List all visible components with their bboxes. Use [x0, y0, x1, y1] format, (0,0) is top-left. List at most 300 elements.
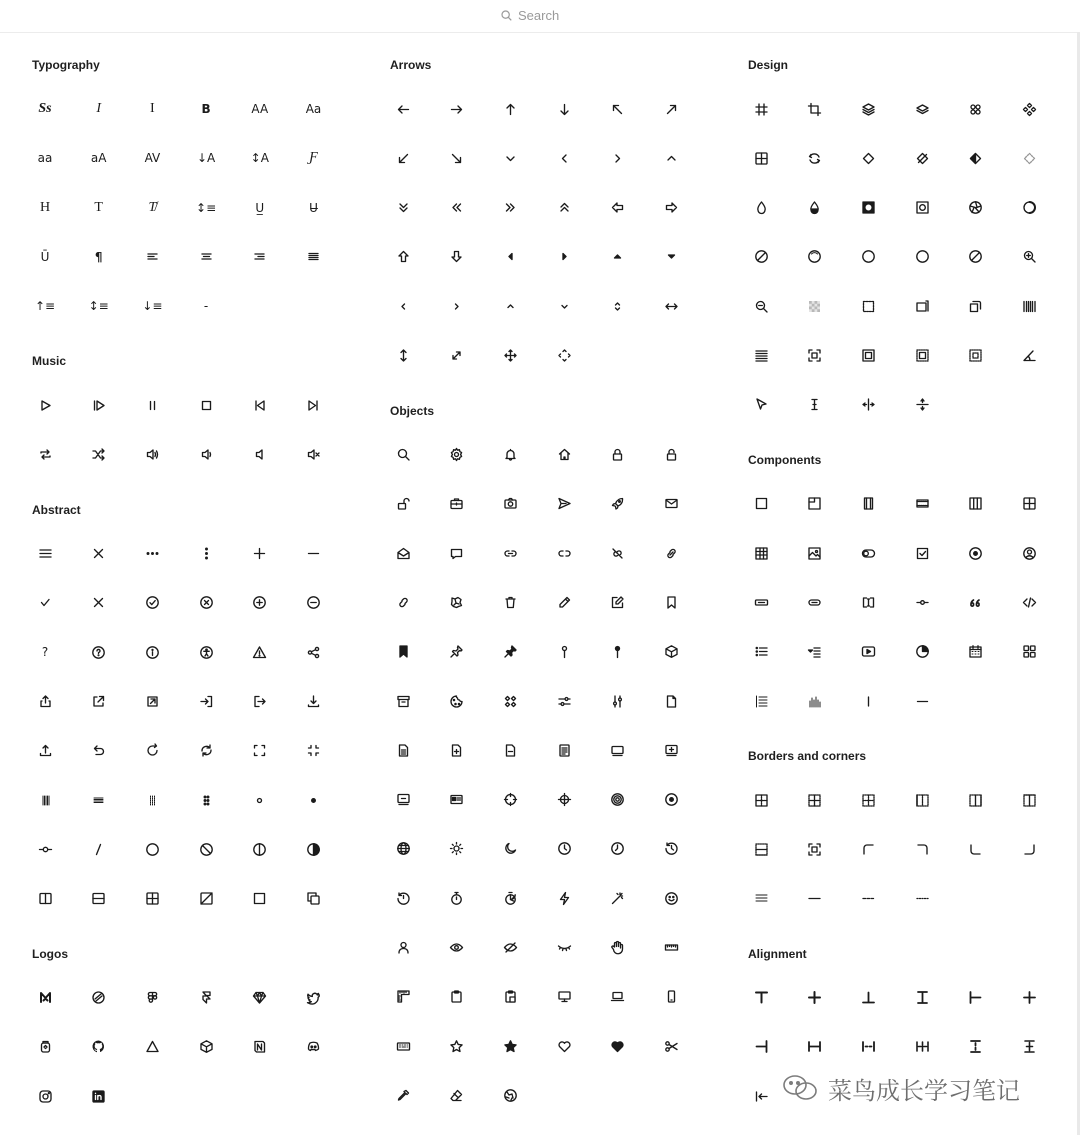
circle-icon[interactable] — [136, 833, 168, 865]
component-1-icon[interactable] — [494, 685, 526, 717]
zoom-out-icon[interactable] — [745, 290, 777, 322]
dropper-icon[interactable] — [387, 1079, 419, 1111]
group-icon[interactable] — [960, 290, 992, 322]
archive-icon[interactable] — [387, 685, 419, 717]
checkbox-icon[interactable] — [906, 537, 938, 569]
shadow-inner-icon[interactable] — [799, 241, 831, 273]
font-size-decrease-icon[interactable] — [190, 142, 222, 174]
drag-handle-dots-2-icon[interactable] — [190, 784, 222, 816]
aperture-icon[interactable] — [960, 192, 992, 224]
discord-logo-icon[interactable] — [298, 1031, 330, 1063]
dots-horizontal-icon[interactable] — [136, 538, 168, 570]
radio-button-icon[interactable] — [960, 537, 992, 569]
arrow-left-icon[interactable] — [387, 93, 419, 125]
component-instance-icon[interactable] — [852, 142, 884, 174]
column-resize-icon[interactable] — [852, 389, 884, 421]
move-icon[interactable] — [494, 340, 526, 372]
figma-logo-icon[interactable] — [136, 982, 168, 1014]
pencil-2-icon[interactable] — [602, 586, 634, 618]
reader-icon[interactable] — [548, 734, 580, 766]
height-icon[interactable] — [387, 340, 419, 372]
mobile-icon[interactable] — [656, 981, 688, 1013]
thick-arrow-right-icon[interactable] — [656, 192, 688, 224]
twitter-logo-icon[interactable] — [298, 982, 330, 1014]
reset-icon[interactable] — [83, 735, 115, 767]
cursor-text-icon[interactable] — [799, 389, 831, 421]
card-stack-minus-icon[interactable] — [387, 784, 419, 816]
quote-icon[interactable] — [960, 586, 992, 618]
enter-icon[interactable] — [190, 685, 222, 717]
caret-sort-icon[interactable] — [602, 290, 634, 322]
modulz-logo-icon[interactable] — [29, 982, 61, 1014]
border-none-icon[interactable] — [852, 784, 884, 816]
question-mark-icon[interactable] — [29, 636, 61, 668]
eye-open-icon[interactable] — [441, 932, 473, 964]
border-solid-icon[interactable] — [799, 883, 831, 915]
heart-icon[interactable] — [548, 1030, 580, 1062]
dot-icon[interactable] — [244, 784, 276, 816]
accessibility-icon[interactable] — [190, 636, 222, 668]
bar-chart-icon[interactable] — [799, 685, 831, 717]
cross-circled-icon[interactable] — [190, 587, 222, 619]
space-evenly-vertically-icon[interactable] — [1014, 1031, 1046, 1063]
component-none-icon[interactable] — [906, 142, 938, 174]
vercel-logo-icon[interactable] — [136, 1031, 168, 1063]
value-none-icon[interactable] — [960, 241, 992, 273]
drawing-pin-icon[interactable] — [441, 636, 473, 668]
face-icon[interactable] — [656, 882, 688, 914]
scissors-icon[interactable] — [656, 1030, 688, 1062]
text-cursor-icon[interactable] — [136, 93, 168, 125]
view-none-icon[interactable] — [190, 883, 222, 915]
backpack-icon[interactable] — [441, 488, 473, 520]
camera-icon[interactable] — [494, 488, 526, 520]
view-horizontal-icon[interactable] — [83, 883, 115, 915]
shadow-outer-icon[interactable] — [852, 241, 884, 273]
double-arrow-right-icon[interactable] — [494, 192, 526, 224]
lock-open-2-icon[interactable] — [387, 488, 419, 520]
list-bullet-icon[interactable] — [745, 636, 777, 668]
triangle-left-icon[interactable] — [494, 241, 526, 273]
font-size-increase-icon[interactable] — [244, 142, 276, 174]
bookmark-icon[interactable] — [656, 586, 688, 618]
border-right-icon[interactable] — [960, 784, 992, 816]
speaker-off-icon[interactable] — [298, 439, 330, 471]
space-evenly-horizontally-icon[interactable] — [906, 1031, 938, 1063]
cross-small-icon[interactable] — [83, 587, 115, 619]
upload-icon[interactable] — [29, 735, 61, 767]
thick-arrow-down-icon[interactable] — [441, 241, 473, 273]
table-icon[interactable] — [745, 537, 777, 569]
font-size-icon[interactable] — [83, 290, 115, 322]
container-icon[interactable] — [852, 488, 884, 520]
activity-log-icon[interactable] — [745, 685, 777, 717]
cube-icon[interactable] — [656, 636, 688, 668]
switch-icon[interactable] — [852, 537, 884, 569]
arrow-up-icon[interactable] — [494, 93, 526, 125]
box-icon[interactable] — [852, 290, 884, 322]
corners-dashed-icon[interactable] — [799, 833, 831, 865]
component-placeholder-icon[interactable] — [1014, 142, 1046, 174]
value-icon[interactable] — [906, 241, 938, 273]
shadow-none-icon[interactable] — [745, 241, 777, 273]
update-icon[interactable] — [190, 735, 222, 767]
target-icon[interactable] — [602, 784, 634, 816]
aspect-ratio-icon[interactable] — [906, 290, 938, 322]
dash-icon[interactable] — [190, 290, 222, 322]
width-icon[interactable] — [656, 290, 688, 322]
border-dotted-icon[interactable] — [906, 883, 938, 915]
chevron-down-icon[interactable] — [494, 142, 526, 174]
view-grid-icon[interactable] — [136, 883, 168, 915]
drag-handle-dots-1-icon[interactable] — [136, 784, 168, 816]
arrow-top-left-icon[interactable] — [602, 93, 634, 125]
letter-case-toggle-icon[interactable] — [29, 290, 61, 322]
line-height-down-icon[interactable] — [136, 290, 168, 322]
drag-handle-vertical-icon[interactable] — [29, 784, 61, 816]
bell-icon[interactable] — [494, 439, 526, 471]
stitches-logo-icon[interactable] — [83, 982, 115, 1014]
radiobutton-icon[interactable] — [656, 784, 688, 816]
eye-closed-icon[interactable] — [548, 932, 580, 964]
mask-on-icon[interactable] — [298, 833, 330, 865]
codesandbox-logo-icon[interactable] — [190, 1031, 222, 1063]
external-link-icon[interactable] — [83, 685, 115, 717]
hamburger-menu-icon[interactable] — [29, 538, 61, 570]
arrow-right-icon[interactable] — [441, 93, 473, 125]
transparency-grid-icon[interactable] — [799, 290, 831, 322]
notion-logo-icon[interactable] — [244, 1031, 276, 1063]
link-break-2-icon[interactable] — [656, 537, 688, 569]
align-left-icon[interactable] — [960, 982, 992, 1014]
pencil-1-icon[interactable] — [548, 586, 580, 618]
dashboard-icon[interactable] — [799, 488, 831, 520]
frame-icon[interactable] — [745, 93, 777, 125]
input-icon[interactable] — [852, 586, 884, 618]
layers-icon[interactable] — [852, 93, 884, 125]
border-left-icon[interactable] — [906, 784, 938, 816]
link-2-icon[interactable] — [548, 537, 580, 569]
check-circled-icon[interactable] — [136, 587, 168, 619]
pie-chart-icon[interactable] — [906, 636, 938, 668]
info-circled-icon[interactable] — [136, 636, 168, 668]
pin-left-icon[interactable] — [745, 1080, 777, 1112]
file-icon[interactable] — [656, 685, 688, 717]
mask-off-icon[interactable] — [244, 833, 276, 865]
arrow-bottom-left-icon[interactable] — [387, 142, 419, 174]
linkedin-logo-icon[interactable] — [83, 1080, 115, 1112]
code-icon[interactable] — [1014, 586, 1046, 618]
circle-backslash-icon[interactable] — [190, 833, 222, 865]
rocket-icon[interactable] — [602, 488, 634, 520]
size-icon[interactable] — [441, 340, 473, 372]
all-sides-icon[interactable] — [548, 340, 580, 372]
double-arrow-up-icon[interactable] — [548, 192, 580, 224]
star-icon[interactable] — [441, 1030, 473, 1062]
exclamation-triangle-icon[interactable] — [244, 636, 276, 668]
drag-handle-horizontal-icon[interactable] — [83, 784, 115, 816]
github-logo-icon[interactable] — [83, 1031, 115, 1063]
component-boolean-icon[interactable] — [960, 142, 992, 174]
globe-icon[interactable] — [387, 833, 419, 865]
underline-icon[interactable] — [244, 192, 276, 224]
box-model-icon[interactable] — [960, 340, 992, 372]
link-break-1-icon[interactable] — [602, 537, 634, 569]
check-icon[interactable] — [29, 587, 61, 619]
card-stack-icon[interactable] — [602, 734, 634, 766]
dots-vertical-icon[interactable] — [190, 538, 222, 570]
corner-bottom-left-icon[interactable] — [960, 833, 992, 865]
line-height-icon[interactable] — [190, 192, 222, 224]
search-box[interactable] — [500, 4, 620, 26]
video-icon[interactable] — [852, 636, 884, 668]
track-next-icon[interactable] — [298, 389, 330, 421]
eraser-icon[interactable] — [441, 1079, 473, 1111]
instagram-logo-icon[interactable] — [29, 1080, 61, 1112]
double-arrow-down-icon[interactable] — [387, 192, 419, 224]
lightning-bolt-icon[interactable] — [548, 882, 580, 914]
crosshair-1-icon[interactable] — [494, 784, 526, 816]
dot-filled-icon[interactable] — [298, 784, 330, 816]
slider-icon[interactable] — [906, 586, 938, 618]
reload-icon[interactable] — [136, 735, 168, 767]
pilcrow-icon[interactable] — [83, 241, 115, 273]
stretch-vertically-icon[interactable] — [906, 982, 938, 1014]
double-arrow-left-icon[interactable] — [441, 192, 473, 224]
ruler-horizontal-icon[interactable] — [656, 932, 688, 964]
component-2-icon[interactable] — [1014, 93, 1046, 125]
cookie-icon[interactable] — [441, 685, 473, 717]
card-stack-plus-icon[interactable] — [656, 734, 688, 766]
hand-icon[interactable] — [602, 932, 634, 964]
link-1-icon[interactable] — [494, 537, 526, 569]
sun-icon[interactable] — [441, 833, 473, 865]
minus-icon[interactable] — [298, 538, 330, 570]
italic-icon[interactable] — [83, 93, 115, 125]
caret-left-icon[interactable] — [387, 290, 419, 322]
star-filled-icon[interactable] — [494, 1030, 526, 1062]
stopwatch-icon[interactable] — [441, 882, 473, 914]
clipboard-icon[interactable] — [441, 981, 473, 1013]
border-all-icon[interactable] — [745, 784, 777, 816]
symbol-icon[interactable] — [745, 142, 777, 174]
corner-top-left-icon[interactable] — [852, 833, 884, 865]
lock-open-icon[interactable] — [656, 439, 688, 471]
magic-wand-icon[interactable] — [602, 882, 634, 914]
clear-format-icon[interactable] — [136, 192, 168, 224]
triangle-right-icon[interactable] — [548, 241, 580, 273]
image-icon[interactable] — [799, 537, 831, 569]
crop-icon[interactable] — [799, 93, 831, 125]
link-none-icon[interactable] — [387, 586, 419, 618]
trash-icon[interactable] — [494, 586, 526, 618]
play-icon[interactable] — [29, 389, 61, 421]
counter-clockwise-clock-icon[interactable] — [656, 833, 688, 865]
zoom-in-icon[interactable] — [1014, 241, 1046, 273]
overline-icon[interactable] — [29, 241, 61, 273]
drawing-pin-filled-icon[interactable] — [494, 636, 526, 668]
columns-icon[interactable] — [960, 488, 992, 520]
tokens-icon[interactable] — [960, 93, 992, 125]
row-resize-icon[interactable] — [906, 389, 938, 421]
home-icon[interactable] — [548, 439, 580, 471]
space-between-vertically-icon[interactable] — [960, 1031, 992, 1063]
border-split-icon[interactable] — [799, 784, 831, 816]
heart-filled-icon[interactable] — [602, 1030, 634, 1062]
caret-up-icon[interactable] — [494, 290, 526, 322]
ruler-square-icon[interactable] — [387, 981, 419, 1013]
margin-icon[interactable] — [852, 340, 884, 372]
icon-jar-logo-icon[interactable] — [29, 1031, 61, 1063]
arrow-top-right-icon[interactable] — [656, 93, 688, 125]
strikethrough-icon[interactable] — [298, 192, 330, 224]
lap-timer-icon[interactable] — [494, 882, 526, 914]
sewing-pin-filled-icon[interactable] — [602, 636, 634, 668]
sewing-pin-icon[interactable] — [548, 636, 580, 668]
keyboard-icon[interactable] — [387, 1030, 419, 1062]
grid-icon[interactable] — [1014, 488, 1046, 520]
cookie-2-icon[interactable] — [494, 1079, 526, 1111]
corner-bottom-right-icon[interactable] — [1014, 833, 1046, 865]
heading-icon[interactable] — [29, 192, 61, 224]
crosshair-2-icon[interactable] — [548, 784, 580, 816]
arrow-bottom-right-icon[interactable] — [441, 142, 473, 174]
eye-none-icon[interactable] — [494, 932, 526, 964]
align-top-icon[interactable] — [745, 982, 777, 1014]
space-between-horizontally-icon[interactable] — [852, 1031, 884, 1063]
dropdown-menu-icon[interactable] — [799, 636, 831, 668]
share-upload-icon[interactable] — [29, 685, 61, 717]
divider-vertical-icon[interactable] — [852, 685, 884, 717]
row-spacing-icon[interactable] — [745, 340, 777, 372]
font-family-icon[interactable] — [298, 142, 330, 174]
mixer-horizontal-icon[interactable] — [548, 685, 580, 717]
sketch-logo-icon[interactable] — [244, 982, 276, 1014]
resume-icon[interactable] — [83, 389, 115, 421]
speaker-moderate-icon[interactable] — [190, 439, 222, 471]
section-icon[interactable] — [906, 488, 938, 520]
thick-arrow-up-icon[interactable] — [387, 241, 419, 273]
align-center-horizontally-icon[interactable] — [1014, 982, 1046, 1014]
rotate-icon[interactable] — [799, 142, 831, 174]
text-align-right-icon[interactable] — [244, 241, 276, 273]
exit-full-screen-icon[interactable] — [298, 735, 330, 767]
crumpled-paper-icon[interactable] — [441, 586, 473, 618]
exit-icon[interactable] — [244, 685, 276, 717]
mixed-case-icon[interactable] — [83, 142, 115, 174]
blending-mode-icon[interactable] — [852, 192, 884, 224]
copy-icon[interactable] — [298, 883, 330, 915]
magnifying-glass-icon[interactable] — [387, 439, 419, 471]
moon-icon[interactable] — [494, 833, 526, 865]
chat-bubble-icon[interactable] — [441, 537, 473, 569]
mixer-vertical-icon[interactable] — [602, 685, 634, 717]
angle-icon[interactable] — [1014, 340, 1046, 372]
border-width-icon[interactable] — [745, 883, 777, 915]
laptop-icon[interactable] — [602, 981, 634, 1013]
chevron-left-icon[interactable] — [548, 142, 580, 174]
download-icon[interactable] — [298, 685, 330, 717]
chevron-right-icon[interactable] — [602, 142, 634, 174]
speaker-quiet-icon[interactable] — [244, 439, 276, 471]
plus-circled-icon[interactable] — [244, 587, 276, 619]
border-dashed-icon[interactable] — [852, 883, 884, 915]
text-align-justify-icon[interactable] — [298, 241, 330, 273]
divider-horizontal-icon[interactable] — [906, 685, 938, 717]
open-in-new-window-icon[interactable] — [136, 685, 168, 717]
bookmark-filled-icon[interactable] — [387, 636, 419, 668]
badge-icon[interactable] — [799, 586, 831, 618]
text-align-center-icon[interactable] — [190, 241, 222, 273]
thick-arrow-left-icon[interactable] — [602, 192, 634, 224]
lowercase-icon[interactable] — [29, 142, 61, 174]
align-center-vertically-icon[interactable] — [799, 982, 831, 1014]
shuffle-icon[interactable] — [83, 439, 115, 471]
countdown-timer-icon[interactable] — [387, 882, 419, 914]
enter-full-screen-icon[interactable] — [244, 735, 276, 767]
share-icon[interactable] — [298, 636, 330, 668]
id-card-icon[interactable] — [441, 784, 473, 816]
triangle-up-icon[interactable] — [602, 241, 634, 273]
uppercase-icon[interactable] — [244, 93, 276, 125]
stop-icon[interactable] — [190, 389, 222, 421]
opacity-icon[interactable] — [745, 192, 777, 224]
arrow-down-icon[interactable] — [548, 93, 580, 125]
padding-icon[interactable] — [906, 340, 938, 372]
plus-icon[interactable] — [244, 538, 276, 570]
paper-plane-icon[interactable] — [548, 488, 580, 520]
timer-icon[interactable] — [602, 833, 634, 865]
shadow-icon[interactable] — [1014, 192, 1046, 224]
corner-top-right-icon[interactable] — [906, 833, 938, 865]
column-spacing-icon[interactable] — [1014, 290, 1046, 322]
text-align-left-icon[interactable] — [136, 241, 168, 273]
cross-icon[interactable] — [83, 538, 115, 570]
lock-closed-icon[interactable] — [602, 439, 634, 471]
align-right-icon[interactable] — [745, 1031, 777, 1063]
stretch-horizontally-icon[interactable] — [799, 1031, 831, 1063]
minus-circled-icon[interactable] — [298, 587, 330, 619]
text-style-icon[interactable] — [29, 93, 61, 125]
dashboard-grid-icon[interactable] — [1014, 636, 1046, 668]
search-input[interactable] — [518, 8, 608, 23]
view-vertical-icon[interactable] — [29, 883, 61, 915]
file-text-icon[interactable] — [387, 734, 419, 766]
triangle-down-icon[interactable] — [656, 241, 688, 273]
pause-icon[interactable] — [136, 389, 168, 421]
corners-icon[interactable] — [799, 340, 831, 372]
align-bottom-icon[interactable] — [852, 982, 884, 1014]
desktop-icon[interactable] — [548, 981, 580, 1013]
letter-spacing-icon[interactable] — [136, 142, 168, 174]
stack-icon[interactable] — [906, 93, 938, 125]
slash-icon[interactable] — [83, 833, 115, 865]
gear-icon[interactable] — [441, 439, 473, 471]
box-plain-icon[interactable] — [745, 488, 777, 520]
calendar-icon[interactable] — [960, 636, 992, 668]
speaker-loud-icon[interactable] — [136, 439, 168, 471]
square-icon[interactable] — [244, 883, 276, 915]
caret-down-icon[interactable] — [548, 290, 580, 322]
clock-icon[interactable] — [548, 833, 580, 865]
button-icon[interactable] — [745, 586, 777, 618]
loop-icon[interactable] — [29, 439, 61, 471]
capitalize-icon[interactable] — [298, 93, 330, 125]
framer-logo-icon[interactable] — [190, 982, 222, 1014]
envelope-open-icon[interactable] — [387, 537, 419, 569]
border-bottom-icon[interactable] — [745, 833, 777, 865]
color-wheel-icon[interactable] — [799, 192, 831, 224]
